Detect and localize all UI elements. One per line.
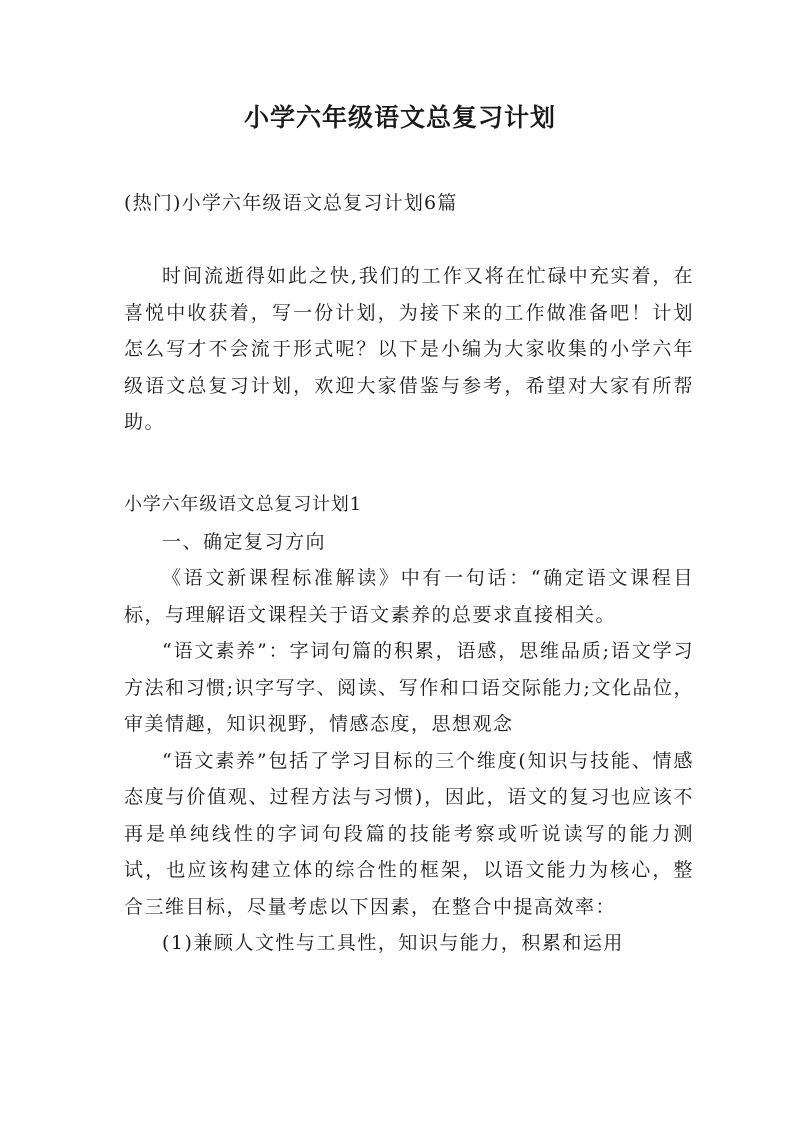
intro-paragraph: 时间流逝得如此之快,我们的工作又将在忙碌中充实着，在喜悦中收获着，写一份计划，为接下来的工作做准备吧！计划怎么写才不会流于形式呢？以下是小编为大家收集的小学六年级语文总复习计划，欢迎大家借鉴与参考，希望对大家有所帮助。 <box>124 265 694 433</box>
section-heading: 小学六年级语文总复习计划1 <box>124 494 362 515</box>
body-paragraph-2: “语文素养”：字词句篇的积累，语感，思维品质;语文学习方法和习惯;识字写字、阅读、写作和口语交际能力;文化品位，审美情趣，知识视野，情感态度，思想观念 <box>124 640 694 735</box>
body-paragraph-3: “语文素养”包括了学习目标的三个维度(知识与技能、情感态度与价值观、过程方法与习惯)，因此，语文的复习也应该不再是单纯线性的字词句段篇的技能考察或听说读写的能力测试，也应该构建立体的综合性的框架，以语文能力为核心，整合三维目标，尽量考虑以下因素，在整合中提高效率： <box>124 749 694 918</box>
list-item-1: (1)兼顾人文性与工具性，知识与能力，积累和运用 <box>162 932 624 954</box>
document-title: 小学六年级语文总复习计划 <box>243 103 556 132</box>
item-heading: 一、确定复习方向 <box>162 531 327 553</box>
section-body <box>124 527 694 962</box>
document-subtitle: (热门)小学六年级语文总复习计划6篇 <box>124 192 458 214</box>
body-paragraph-1: 《语文新课程标准解读》中有一句话：“确定语文课程目标，与理解语文课程关于语文素养的总要求直接相关。 <box>124 567 694 626</box>
